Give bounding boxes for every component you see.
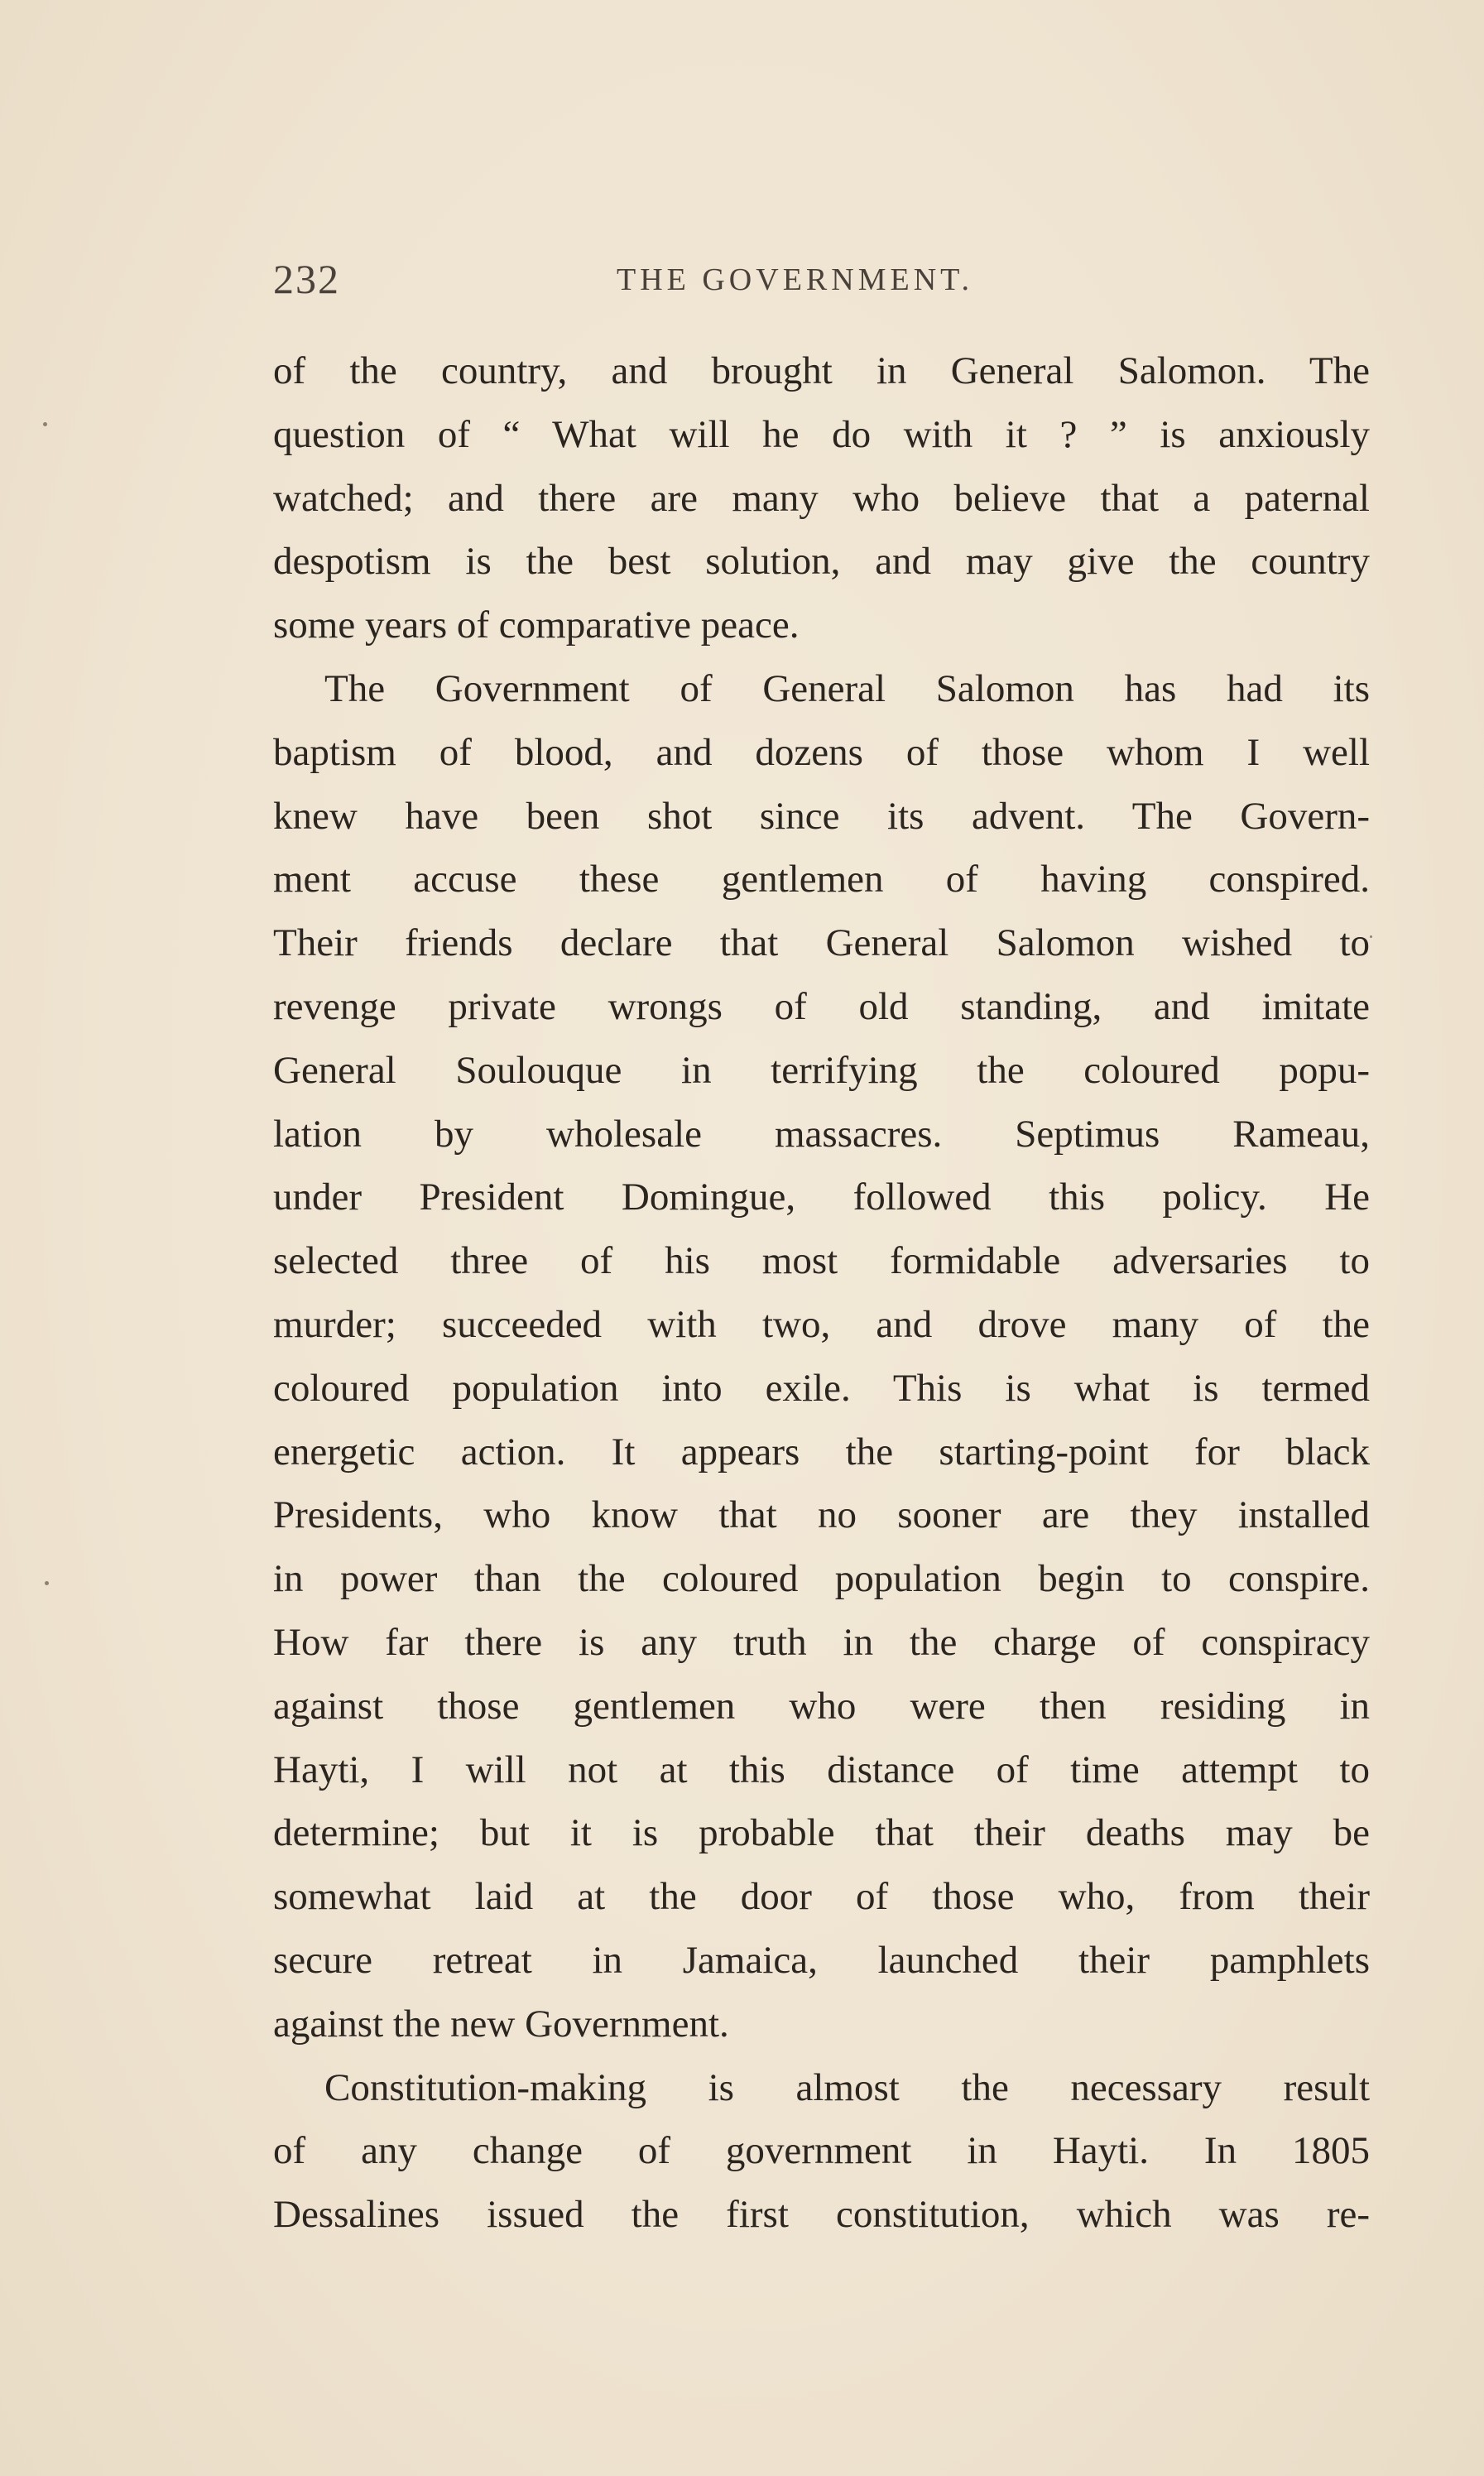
text-line: of the country, and brought in General Salomon. The: [273, 349, 1370, 392]
text-line: under President Domingue, followed this policy. He: [273, 1175, 1370, 1219]
page-number: 232: [273, 256, 340, 302]
text-line: baptism of blood, and dozens of those whom I well: [273, 730, 1370, 774]
paragraph-start-line: The Government of General Salomon has had its: [324, 666, 1370, 710]
text-line: Dessalines issued the first constitution, which was re-: [273, 2193, 1370, 2237]
text-line: despotism is the best solution, and may give the country: [273, 540, 1370, 584]
text-line: ment accuse these gentlemen of having conspired.: [273, 858, 1370, 901]
body-text: [273, 339, 1370, 2247]
text-line: against those gentlemen who were then residing in: [273, 1684, 1370, 1728]
paper-speck: [45, 1581, 49, 1585]
text-line: energetic action. It appears the starting-point for black: [273, 1430, 1370, 1474]
text-line: Hayti, I will not at this distance of time attempt to: [273, 1748, 1370, 1791]
running-head: [273, 255, 1370, 305]
text-line: of any change of government in Hayti. In 1805: [273, 2129, 1370, 2173]
text-line: determine; but it is probable that their deaths may be: [273, 1811, 1370, 1855]
text-line: watched; and there are many who believe that a paternal: [273, 476, 1370, 520]
text-line: some years of comparative peace.: [273, 603, 800, 647]
text-line: knew have been shot since its advent. The Govern-: [273, 794, 1370, 838]
text-line: lation by wholesale massacres. Septimus Rameau,: [273, 1112, 1370, 1156]
running-title: THE GOVERNMENT.: [617, 262, 974, 297]
text-line: Their friends declare that General Salomon wished to: [273, 921, 1370, 965]
text-line: in power than the coloured population begin to conspire.: [273, 1557, 1370, 1601]
text-line: coloured population into exile. This is what is termed: [273, 1366, 1370, 1410]
text-line: question of “ What will he do with it ? ” is anxiously: [273, 412, 1370, 456]
text-line: selected three of his most formidable adversaries to: [273, 1239, 1370, 1283]
text-line: against the new Government.: [273, 2002, 729, 2046]
text-line: How far there is any truth in the charge of conspiracy: [273, 1620, 1370, 1664]
text-line: Presidents, who know that no sooner are they installed: [273, 1493, 1370, 1537]
text-line: revenge private wrongs of old standing, and imitate: [273, 984, 1370, 1028]
paper-speck: [1370, 935, 1372, 938]
text-line: secure retreat in Jamaica, launched their pamphlets: [273, 1938, 1370, 1982]
paper-speck: [43, 422, 47, 426]
paragraph-start-line: Constitution-making is almost the necessary result: [324, 2065, 1370, 2109]
text-line: somewhat laid at the door of those who, from their: [273, 1875, 1370, 1919]
text-line: General Soulouque in terrifying the coloured popu-: [273, 1048, 1370, 1092]
text-line: murder; succeeded with two, and drove many of the: [273, 1302, 1370, 1346]
